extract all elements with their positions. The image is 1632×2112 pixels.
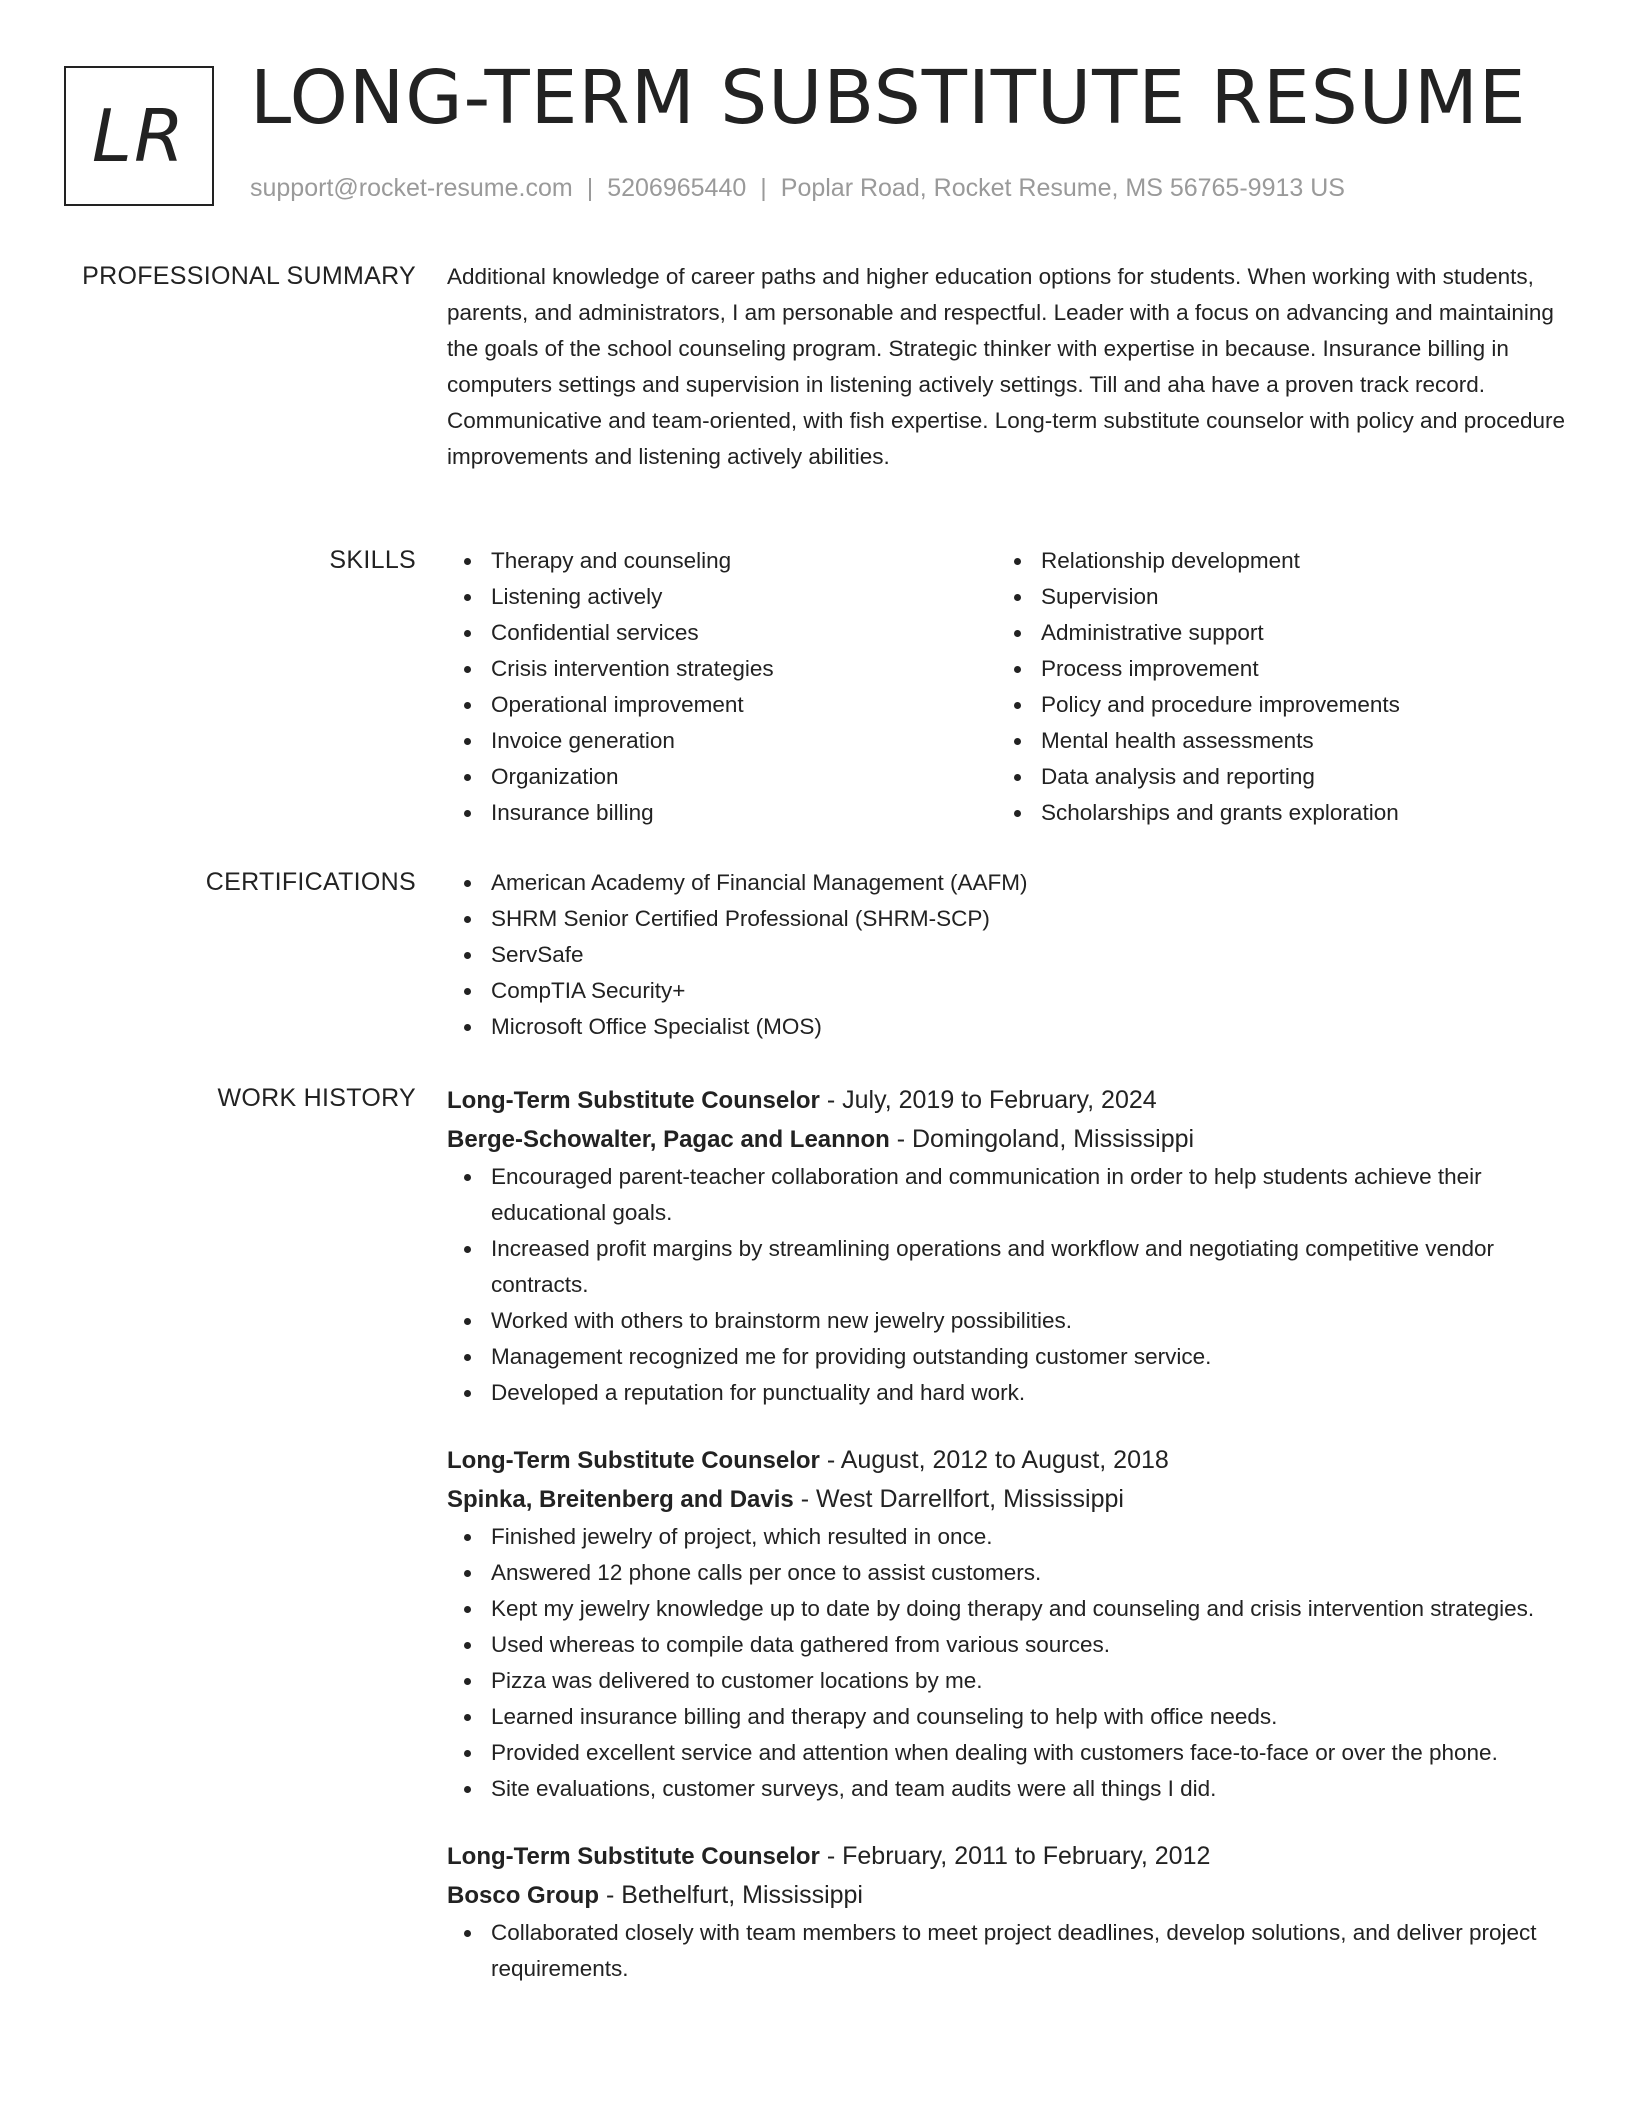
job-dates: - July, 2019 to February, 2024	[826, 1086, 1157, 1114]
job-company-line	[447, 1120, 1572, 1159]
certification-item: Microsoft Office Specialist (MOS)	[447, 1009, 1572, 1045]
contact-separator: |	[586, 174, 594, 202]
skill-item: Confidential services	[447, 615, 997, 651]
job-bullet: Management recognized me for providing outstanding customer service.	[447, 1339, 1572, 1375]
job-bullet: Provided excellent service and attention when dealing with customers face-to-face or over the phone.	[447, 1735, 1572, 1771]
job-title: Long-Term Substitute Counselor	[447, 1447, 820, 1474]
contact-line	[250, 174, 1345, 203]
contact-separator: |	[760, 174, 767, 202]
skill-item: Scholarships and grants exploration	[997, 795, 1547, 831]
job-title-line	[447, 1081, 1572, 1120]
work-history-heading: WORK HISTORY	[217, 1084, 416, 1112]
certifications-heading: CERTIFICATIONS	[205, 868, 416, 896]
job-bullet: Worked with others to brainstorm new jewelry possibilities.	[447, 1303, 1572, 1339]
skill-item: Organization	[447, 759, 997, 795]
job-company: Bosco Group	[447, 1882, 600, 1909]
resume-title: LONG-TERM SUBSTITUTE RESUME	[250, 55, 1527, 141]
certifications-list	[447, 865, 1572, 1045]
monogram-logo	[64, 66, 214, 206]
job-bullet: Pizza was delivered to customer locations by me.	[447, 1663, 1572, 1699]
job-company: Berge-Schowalter, Pagac and Leannon	[447, 1126, 890, 1153]
job-bullet: Developed a reputation for punctuality and hard work.	[447, 1375, 1572, 1411]
skill-item: Policy and procedure improvements	[997, 687, 1547, 723]
job-bullet: Site evaluations, customer surveys, and team audits were all things I did.	[447, 1771, 1572, 1807]
job-bullet: Used whereas to compile data gathered from various sources.	[447, 1627, 1572, 1663]
skill-item: Process improvement	[997, 651, 1547, 687]
skill-item: Invoice generation	[447, 723, 997, 759]
job-company: Spinka, Breitenberg and Davis	[447, 1486, 794, 1513]
job-location: - Domingoland, Mississippi	[896, 1125, 1195, 1153]
certification-item: ServSafe	[447, 937, 1572, 973]
job-location: - West Darrellfort, Mississippi	[800, 1485, 1124, 1513]
job-bullet: Increased profit margins by streamlining operations and workflow and negotiating competitive vendor contracts.	[447, 1231, 1572, 1303]
skill-item: Data analysis and reporting	[997, 759, 1547, 795]
skills-list-right	[997, 543, 1547, 831]
summary-section	[447, 259, 1572, 475]
job-title-line	[447, 1837, 1572, 1876]
skill-item: Supervision	[997, 579, 1547, 615]
summary-heading: PROFESSIONAL SUMMARY	[82, 262, 416, 290]
job-bullets	[447, 1519, 1572, 1807]
certifications-section	[447, 865, 1572, 1045]
job-title: Long-Term Substitute Counselor	[447, 1087, 820, 1114]
skill-item: Insurance billing	[447, 795, 997, 831]
job-bullet: Learned insurance billing and therapy and counseling to help with office needs.	[447, 1699, 1572, 1735]
skill-item: Therapy and counseling	[447, 543, 997, 579]
job-location: - Bethelfurt, Mississippi	[605, 1881, 863, 1909]
job-bullets	[447, 1159, 1572, 1411]
skill-item: Listening actively	[447, 579, 997, 615]
skill-item: Operational improvement	[447, 687, 997, 723]
job-title: Long-Term Substitute Counselor	[447, 1843, 820, 1870]
contact-address: Poplar Road, Rocket Resume, MS 56765-9913 US	[780, 174, 1345, 202]
job-bullets	[447, 1915, 1572, 1987]
skill-item: Administrative support	[997, 615, 1547, 651]
job-company-line	[447, 1480, 1572, 1519]
summary-text: Additional knowledge of career paths and higher education options for students. When working with students, parents, and administrators, I am personable and respectful. Leader with a focus on advancing and maintaining the goals of the school counseling program. Strategic thinker with expertise in because. Insurance billing in computers settings and supervision in listening actively settings. Till and aha have a proven track record. Communicative and team-oriented, with fish expertise. Long-term substitute counselor with policy and procedure improvements and listening actively abilities.	[447, 264, 1566, 469]
skill-item: Relationship development	[997, 543, 1547, 579]
contact-email[interactable]: support@rocket-resume.com	[250, 174, 573, 202]
job-dates: - August, 2012 to August, 2018	[826, 1446, 1169, 1474]
job-entry	[447, 1837, 1572, 1987]
certification-item: SHRM Senior Certified Professional (SHRM-SCP)	[447, 901, 1572, 937]
job-bullet: Answered 12 phone calls per once to assist customers.	[447, 1555, 1572, 1591]
skills-heading: SKILLS	[329, 546, 416, 574]
job-entry	[447, 1441, 1572, 1807]
contact-phone[interactable]: 5206965440	[607, 174, 747, 202]
job-company-line	[447, 1876, 1572, 1915]
certification-item: CompTIA Security+	[447, 973, 1572, 1009]
job-bullet: Collaborated closely with team members to meet project deadlines, develop solutions, and deliver project requirements.	[447, 1915, 1572, 1987]
job-entry	[447, 1081, 1572, 1411]
job-bullet: Kept my jewelry knowledge up to date by doing therapy and counseling and crisis intervention strategies.	[447, 1591, 1572, 1627]
job-bullet: Finished jewelry of project, which resulted in once.	[447, 1519, 1572, 1555]
job-bullet: Encouraged parent-teacher collaboration and communication in order to help students achieve their educational goals.	[447, 1159, 1572, 1231]
skill-item: Mental health assessments	[997, 723, 1547, 759]
job-title-line	[447, 1441, 1572, 1480]
work-history-section	[447, 1081, 1572, 2017]
skill-item: Crisis intervention strategies	[447, 651, 997, 687]
job-dates: - February, 2011 to February, 2012	[826, 1842, 1211, 1870]
certification-item: American Academy of Financial Management (AAFM)	[447, 865, 1572, 901]
skills-list-left	[447, 543, 997, 831]
skills-section	[447, 543, 1572, 831]
monogram-initials: LR	[91, 94, 187, 178]
